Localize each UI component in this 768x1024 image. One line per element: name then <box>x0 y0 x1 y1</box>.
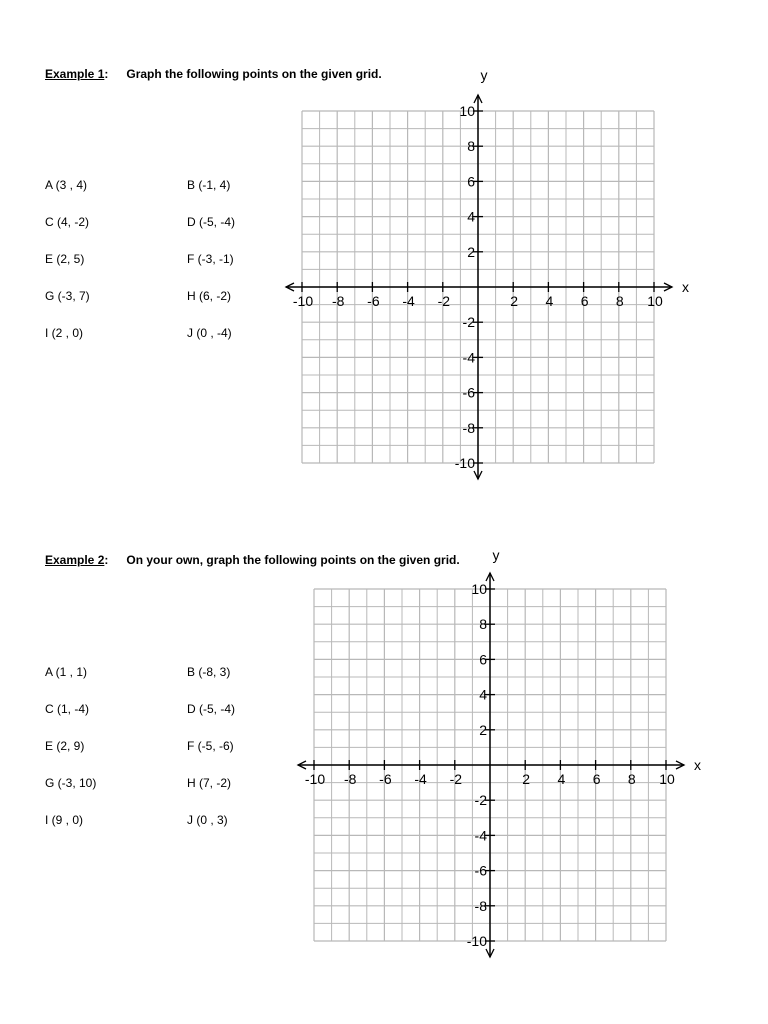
example-2-point: J (0 , 3) <box>187 813 228 827</box>
y-axis-label: y <box>480 67 488 83</box>
x-tick-label: -10 <box>292 293 314 309</box>
example-1-point: F (-3, -1) <box>187 252 234 266</box>
y-tick-label: -4 <box>462 349 475 366</box>
y-tick-label: 2 <box>479 721 487 738</box>
example-1-point: G (-3, 7) <box>45 289 90 303</box>
example-2-point: C (1, -4) <box>45 702 90 716</box>
y-tick-label: -6 <box>474 862 487 879</box>
example-1-point: H (6, -2) <box>187 289 232 303</box>
example-1-point: I (2 , 0) <box>45 326 84 340</box>
example-1-point: C (4, -2) <box>45 215 90 229</box>
example-2-point: I (9 , 0) <box>45 813 84 827</box>
example-1-point: B (-1, 4) <box>187 178 231 192</box>
x-tick-label: -4 <box>402 293 415 309</box>
example-2-point: F (-5, -6) <box>187 739 234 753</box>
x-tick-label: -6 <box>379 771 392 787</box>
x-tick-label: 4 <box>557 771 566 787</box>
example-2-point: D (-5, -4) <box>187 702 235 716</box>
example-1-label: Example 1 <box>45 67 105 81</box>
x-tick-label: 6 <box>592 771 601 787</box>
example-2-point: H (7, -2) <box>187 776 232 790</box>
example-2-colon: : <box>104 553 109 567</box>
x-tick-label: -2 <box>449 771 463 787</box>
y-tick-label: -2 <box>474 792 487 809</box>
x-tick-label: 2 <box>522 771 531 787</box>
x-tick-label: -2 <box>437 293 451 309</box>
y-tick-label: 2 <box>467 243 475 260</box>
x-tick-label: -6 <box>367 293 380 309</box>
y-tick-label: 8 <box>467 138 475 155</box>
x-tick-label: 2 <box>510 293 519 309</box>
x-tick-label: -8 <box>343 771 357 787</box>
x-axis-label: x <box>682 279 689 295</box>
x-tick-label: -4 <box>414 771 427 787</box>
y-tick-label: -4 <box>474 827 487 844</box>
x-tick-label: 6 <box>580 293 589 309</box>
x-tick-label: 10 <box>659 771 675 787</box>
example-1-point: E (2, 5) <box>45 252 85 266</box>
y-tick-label: 6 <box>467 173 475 190</box>
y-tick-label: 8 <box>479 616 487 633</box>
y-tick-label: 10 <box>459 103 475 119</box>
example-2-label: Example 2 <box>45 553 105 567</box>
example-1-instruction: Graph the following points on the given grid. <box>126 67 382 81</box>
example-2-point: E (2, 9) <box>45 739 85 753</box>
y-tick-label: -10 <box>466 933 487 949</box>
example-1-point: A (3 , 4) <box>45 178 88 192</box>
y-tick-label: 4 <box>479 686 487 703</box>
y-tick-label: -8 <box>462 419 475 436</box>
x-tick-label: -8 <box>331 293 345 309</box>
x-tick-label: 8 <box>615 293 624 309</box>
example-2-point: A (1 , 1) <box>45 665 88 679</box>
x-tick-label: 8 <box>627 771 636 787</box>
x-tick-label: -10 <box>304 771 326 787</box>
y-tick-label: 6 <box>479 651 487 668</box>
y-tick-label: 4 <box>467 208 475 225</box>
y-tick-label: -8 <box>474 897 487 914</box>
example-1-point: D (-5, -4) <box>187 215 235 229</box>
example-2-instruction: On your own, graph the following points on the given grid. <box>126 553 460 567</box>
y-tick-label: 10 <box>471 581 487 597</box>
x-tick-label: 4 <box>545 293 554 309</box>
x-axis-label: x <box>694 757 701 773</box>
y-axis-label: y <box>492 547 500 563</box>
example-1-colon: : <box>104 67 109 81</box>
y-tick-label: -6 <box>462 384 475 401</box>
y-tick-label: -2 <box>462 314 475 331</box>
example-2-point: G (-3, 10) <box>45 776 97 790</box>
y-tick-label: -10 <box>454 455 475 471</box>
example-2-point: B (-8, 3) <box>187 665 231 679</box>
x-tick-label: 10 <box>647 293 663 309</box>
example-1-point: J (0 , -4) <box>187 326 232 340</box>
